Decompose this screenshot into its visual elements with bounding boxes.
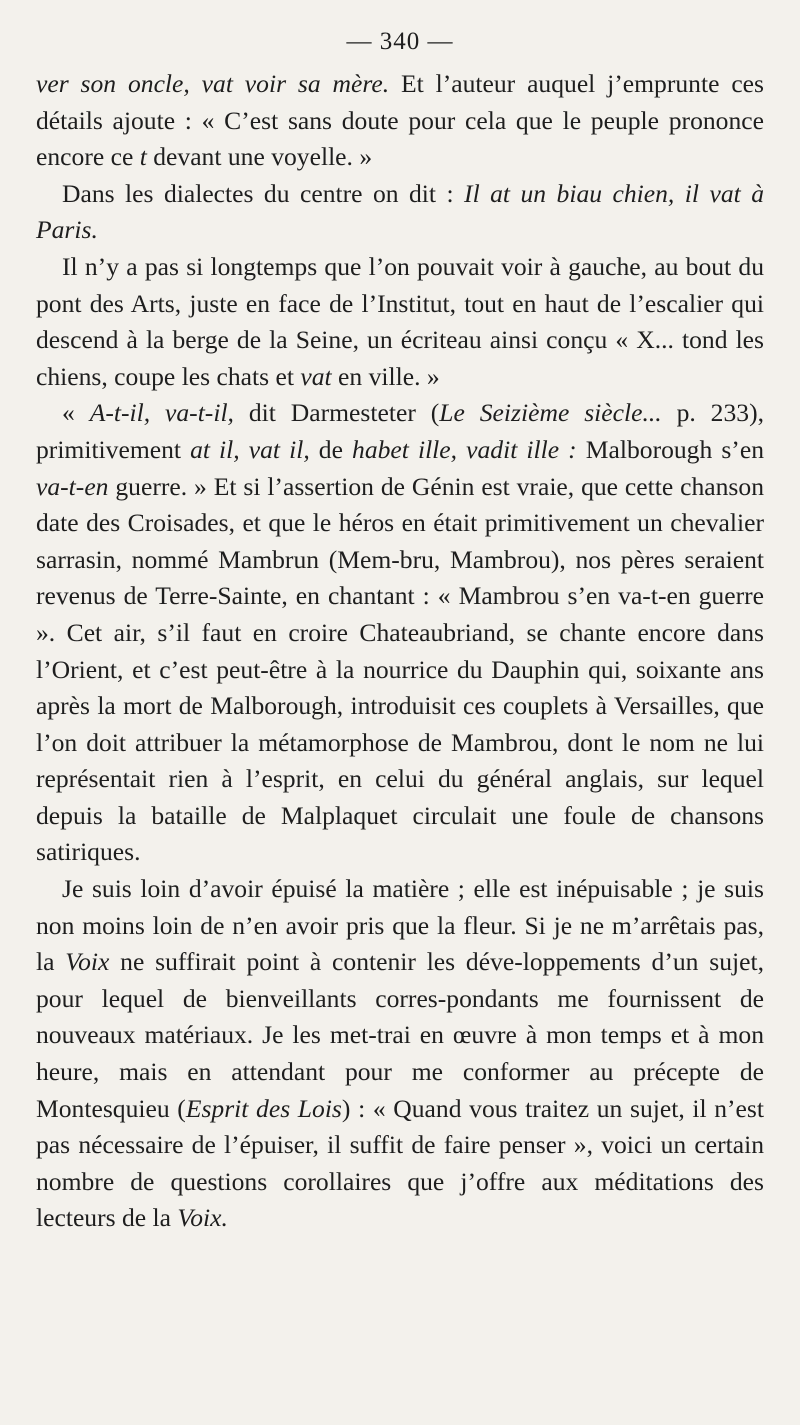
body-text (36, 66, 764, 1237)
text-run: en ville. » (331, 361, 440, 391)
text-run: Il n’y a pas si longtemps que l’on pouvait voir à gauche, au bout du pont des Arts, juste en face de l’Institut, tout en haut de l’escalier qui descend à la berge de la Seine, un écriteau ainsi conçu « X... tond les chiens, coupe les chats et (36, 251, 764, 391)
italic-text-run: Voix (65, 947, 110, 977)
page-number: — 340 — (346, 28, 454, 55)
italic-text-run: Il at un biau chien, il vat à Paris. (36, 178, 764, 245)
paragraph (36, 66, 764, 176)
italic-text-run: vat (300, 361, 332, 391)
text-run: ) : « Quand vous traitez un sujet, il n’est pas nécessaire de l’épuiser, il suffit de faire penser », voici un certain nombre de questions corollaires que j’offre aux méditations des lecteurs de la (36, 1093, 764, 1233)
text-run: Et l’auteur auquel j’emprunte ces détails ajoute : « C’est sans doute pour cela que le peuple prononce encore ce (36, 69, 764, 172)
italic-text-run: va-t-en (36, 471, 109, 501)
text-run: p. 233), primitivement (36, 398, 764, 464)
italic-text-run: at il, vat il, (190, 434, 310, 464)
text-run: ne suffirait point à contenir les déve-loppements d’un sujet, pour lequel de bienveillants corres-pondants me fournissent de nouveaux matériaux. Je les met-trai en œuvre à mon temps et à mon heure, mais en attendant pour me conformer au précepte de Montesquieu ( (36, 947, 764, 1123)
paragraph (36, 395, 764, 871)
italic-text-run: Voix. (177, 1203, 228, 1233)
italic-text-run: habet ille, vadit ille : (352, 434, 577, 464)
text-run: Malborough s’en (576, 434, 764, 464)
text-run: guerre. » Et si l’assertion de Génin est vraie, que cette chanson date des Croisades, et que le héros en était primitivement un chevalier sarrasin, nommé Mambrun (Mem-bru, Mambrou), nos pères seraient revenus de Terre-Sainte, en chantant : « Mambrou s’en va-t-en guerre ». Cet air, s’il faut en croire Chateaubriand, se chante encore dans l’Orient, et c’est peut-être à la nourrice du Dauphin qui, soixante ans après la mort de Malborough, introduisit ces couplets à Versailles, que l’on doit attribuer la métamorphose de Mambrou, dont le nom ne lui représentait rien à l’esprit, en celui du général anglais, sur lequel depuis la bataille de Malplaquet circulait une foule de chansons satiriques. (36, 471, 764, 867)
italic-text-run: ver son oncle, vat voir sa mère. (36, 69, 390, 98)
paragraph (36, 871, 764, 1237)
text-run: Je suis loin d’avoir épuisé la matière ; elle est inépuisable ; je suis non moins loin de n’en avoir pris que la fleur. Si je ne m’arrêtais pas, la (36, 874, 764, 977)
italic-text-run: Esprit des Lois (185, 1093, 342, 1123)
paragraph (36, 249, 764, 395)
italic-text-run: Le Seizième siècle... (439, 398, 662, 428)
text-run: « (62, 398, 90, 428)
text-run: dit Darmesteter ( (233, 398, 440, 428)
paragraph (36, 176, 764, 249)
italic-text-run: A-t-il, va-t-il, (89, 398, 234, 428)
italic-text-run: t (139, 142, 147, 172)
text-run: devant une voyelle. » (146, 142, 373, 172)
text-run: Dans les dialectes du centre on dit : (62, 178, 465, 208)
text-run: de (309, 434, 353, 464)
